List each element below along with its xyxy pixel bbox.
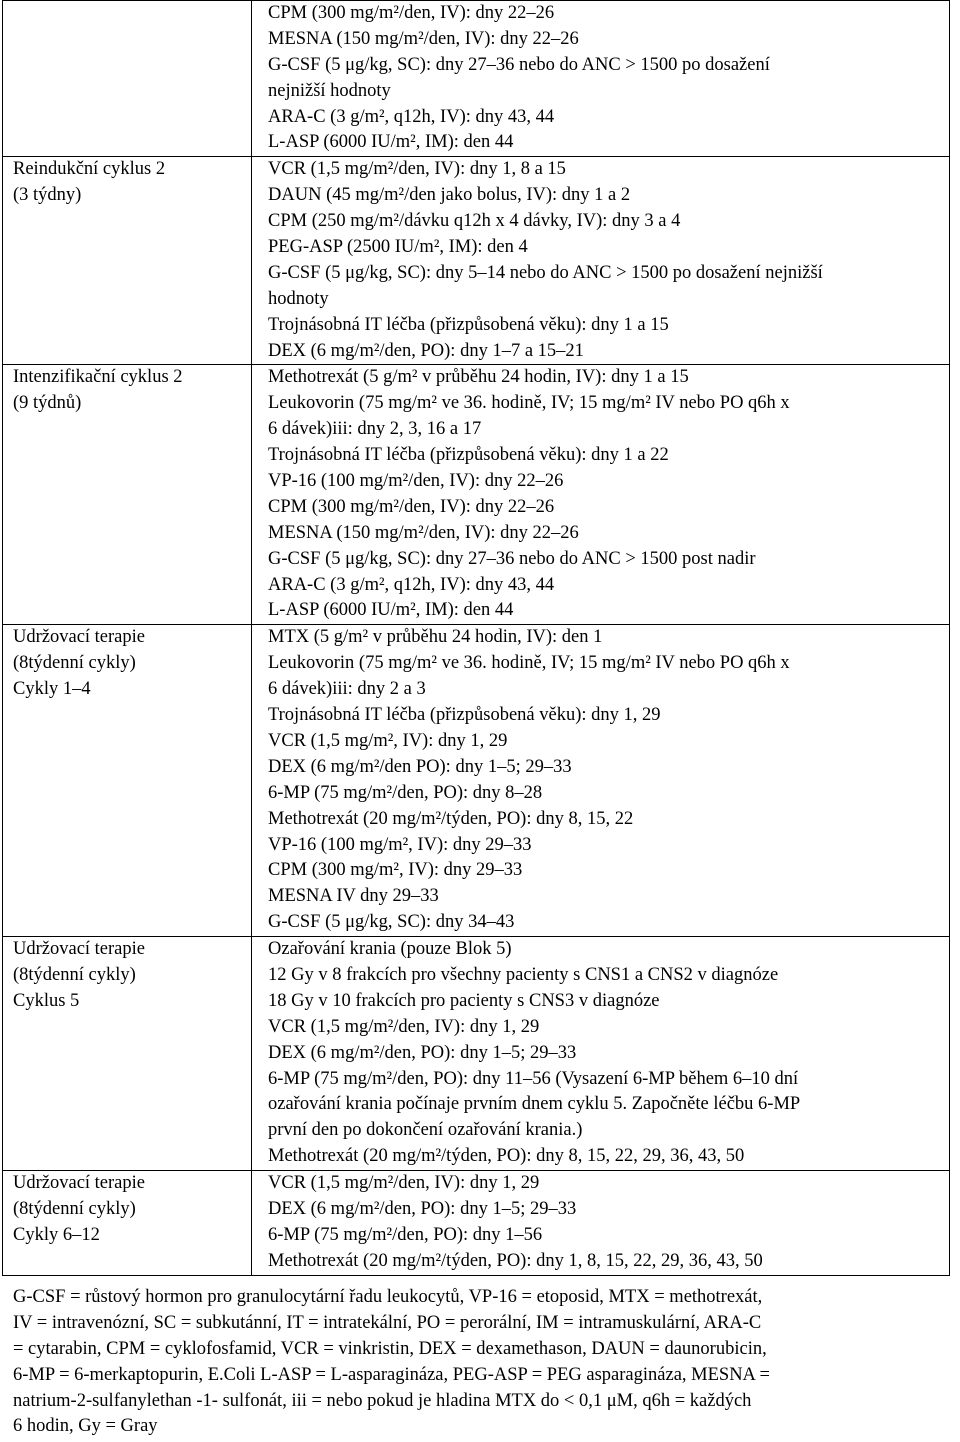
regimen-line: DEX (6 mg/m²/den, PO): dny 1–5; 29–33 [268, 1198, 577, 1219]
regimen-line: VCR (1,5 mg/m²/den, IV): dny 1, 29 [268, 1016, 540, 1037]
abbreviations-footnote [13, 1285, 948, 1440]
phase-label-line: Cyklus 5 [13, 990, 80, 1011]
phase-label-line: Udržovací terapie [13, 939, 145, 960]
phase-label-line: (9 týdnů) [13, 393, 82, 414]
regimen-line: Trojnásobná IT léčba (přizpůsobená věku): dny 1, 29 [268, 705, 661, 726]
phase-label-line: (3 týdny) [13, 185, 82, 206]
protocol-row [3, 625, 950, 937]
regimen-line: CPM (300 mg/m²/den, IV): dny 22–26 [268, 3, 555, 23]
regimen-line: hodnoty [268, 288, 329, 309]
phase-label-line: Intenzifikační cyklus 2 [13, 367, 183, 388]
regimen-line: ARA-C (3 g/m², q12h, IV): dny 43, 44 [268, 106, 555, 127]
regimen-line: CPM (250 mg/m²/dávku q12h x 4 dávky, IV): dny 3 a 4 [268, 211, 681, 232]
regimen-cell [252, 937, 950, 1171]
regimen-line: Ozařování krania (pouze Blok 5) [268, 939, 512, 960]
protocol-row [3, 1, 950, 157]
regimen-line: MESNA (150 mg/m²/den, IV): dny 22–26 [268, 28, 579, 49]
phase-label-line: (8týdenní cykly) [13, 1198, 136, 1219]
regimen-line: VP-16 (100 mg/m², IV): dny 29–33 [268, 834, 532, 855]
regimen-line: 6 dávek)iii: dny 2, 3, 16 a 17 [268, 419, 482, 440]
regimen-line: G-CSF (5 μg/kg, SC): dny 34–43 [268, 912, 515, 933]
regimen-cell [252, 365, 950, 625]
regimen-line: první den po dokončení ozařování krania.) [268, 1120, 583, 1141]
regimen-line: Methotrexát (5 g/m² v průběhu 24 hodin, IV): dny 1 a 15 [268, 367, 689, 388]
regimen-line: Methotrexát (20 mg/m²/týden, PO): dny 1, 8, 15, 22, 29, 36, 43, 50 [268, 1250, 763, 1271]
protocol-row [3, 365, 950, 625]
regimen-line: Trojnásobná IT léčba (přizpůsobená věku): dny 1 a 22 [268, 445, 669, 466]
phase-label-cell [3, 365, 252, 625]
regimen-line: Methotrexát (20 mg/m²/týden, PO): dny 8, 15, 22, 29, 36, 43, 50 [268, 1146, 745, 1167]
regimen-line: Leukovorin (75 mg/m² ve 36. hodině, IV; 15 mg/m² IV nebo PO q6h x [268, 653, 790, 674]
regimen-line: ARA-C (3 g/m², q12h, IV): dny 43, 44 [268, 574, 555, 595]
regimen-line: nejnižší hodnoty [268, 80, 391, 101]
regimen-cell [252, 625, 950, 937]
phase-label-cell [3, 157, 252, 365]
phase-label-cell [3, 937, 252, 1171]
regimen-line: VCR (1,5 mg/m²/den, IV): dny 1, 8 a 15 [268, 159, 566, 180]
regimen-line: MTX (5 g/m² v průběhu 24 hodin, IV): den 1 [268, 627, 603, 648]
regimen-line: PEG-ASP (2500 IU/m², IM): den 4 [268, 237, 528, 258]
phase-label-line: Reindukční cyklus 2 [13, 159, 166, 180]
regimen-line: 6-MP (75 mg/m²/den, PO): dny 1–56 [268, 1224, 543, 1245]
regimen-line: 6-MP (75 mg/m²/den, PO): dny 8–28 [268, 782, 543, 803]
phase-label-line: Udržovací terapie [13, 1173, 145, 1194]
regimen-cell [252, 157, 950, 365]
regimen-line: G-CSF (5 μg/kg, SC): dny 5–14 nebo do ANC > 1500 po dosažení nejnižší [268, 262, 823, 283]
regimen-line: Methotrexát (20 mg/m²/týden, PO): dny 8, 15, 22 [268, 808, 634, 829]
phase-label-cell [3, 625, 252, 937]
footnote-line: IV = intravenózní, SC = subkutánní, IT = intratekální, PO = perorální, IM = intramuskulární, ARA-C [13, 1312, 762, 1333]
regimen-line: L-ASP (6000 IU/m², IM): den 44 [268, 132, 514, 153]
regimen-line: Leukovorin (75 mg/m² ve 36. hodině, IV; 15 mg/m² IV nebo PO q6h x [268, 393, 790, 414]
regimen-line: 12 Gy v 8 frakcích pro všechny pacienty s CNS1 a CNS2 v diagnóze [268, 964, 779, 985]
footnote-line: G-CSF = růstový hormon pro granulocytární řadu leukocytů, VP-16 = etoposid, MTX = methotrexát, [13, 1287, 763, 1307]
regimen-line: MESNA IV dny 29–33 [268, 886, 439, 907]
regimen-line: VP-16 (100 mg/m²/den, IV): dny 22–26 [268, 471, 564, 492]
regimen-line: DEX (6 mg/m²/den, PO): dny 1–7 a 15–21 [268, 340, 584, 361]
phase-label-cell [3, 1171, 252, 1276]
regimen-cell [252, 1, 950, 157]
regimen-line: 6-MP (75 mg/m²/den, PO): dny 11–56 (Vysazení 6-MP během 6–10 dní [268, 1068, 799, 1089]
regimen-cell [252, 1171, 950, 1276]
footnote-line: natrium-2-sulfanylethan -1- sulfonát, iii = nebo pokud je hladina MTX do < 0,1 μM, q6h = každých [13, 1390, 752, 1411]
footnote-line: 6 hodin, Gy = Gray [13, 1416, 158, 1437]
footnote-line: 6-MP = 6-merkaptopurin, E.Coli L-ASP = L-asparagináza, PEG-ASP = PEG asparagináza, MESNA = [13, 1364, 770, 1385]
phase-label-cell [3, 1, 252, 157]
phase-label-line: Udržovací terapie [13, 627, 145, 648]
regimen-line: DEX (6 mg/m²/den, PO): dny 1–5; 29–33 [268, 1042, 577, 1063]
regimen-line: L-ASP (6000 IU/m², IM): den 44 [268, 600, 514, 621]
regimen-line: CPM (300 mg/m²/den, IV): dny 22–26 [268, 496, 555, 517]
regimen-line: ozařování krania počínaje prvním dnem cyklu 5. Započněte léčbu 6-MP [268, 1094, 801, 1115]
regimen-line: DAUN (45 mg/m²/den jako bolus, IV): dny 1 a 2 [268, 185, 631, 206]
footnote-line: = cytarabin, CPM = cyklofosfamid, VCR = vinkristin, DEX = dexamethason, DAUN = daunorubicin, [13, 1338, 767, 1359]
regimen-line: 18 Gy v 10 frakcích pro pacienty s CNS3 v diagnóze [268, 990, 660, 1011]
phase-label-line: Cykly 6–12 [13, 1224, 100, 1245]
regimen-line: VCR (1,5 mg/m²/den, IV): dny 1, 29 [268, 1173, 540, 1194]
phase-label-line: (8týdenní cykly) [13, 653, 136, 674]
regimen-line: G-CSF (5 μg/kg, SC): dny 27–36 nebo do ANC > 1500 post nadir [268, 548, 756, 569]
treatment-protocol-table [2, 0, 950, 1276]
regimen-line: VCR (1,5 mg/m², IV): dny 1, 29 [268, 730, 508, 751]
regimen-line: DEX (6 mg/m²/den PO): dny 1–5; 29–33 [268, 756, 572, 777]
regimen-line: 6 dávek)iii: dny 2 a 3 [268, 679, 426, 700]
regimen-line: G-CSF (5 μg/kg, SC): dny 27–36 nebo do ANC > 1500 po dosažení [268, 54, 770, 75]
protocol-row [3, 1171, 950, 1276]
phase-label-line: (8týdenní cykly) [13, 964, 136, 985]
regimen-line: MESNA (150 mg/m²/den, IV): dny 22–26 [268, 522, 579, 543]
regimen-line: Trojnásobná IT léčba (přizpůsobená věku): dny 1 a 15 [268, 314, 669, 335]
protocol-row [3, 937, 950, 1171]
regimen-line: CPM (300 mg/m², IV): dny 29–33 [268, 860, 523, 881]
phase-label-line: Cykly 1–4 [13, 679, 91, 700]
protocol-row [3, 157, 950, 365]
